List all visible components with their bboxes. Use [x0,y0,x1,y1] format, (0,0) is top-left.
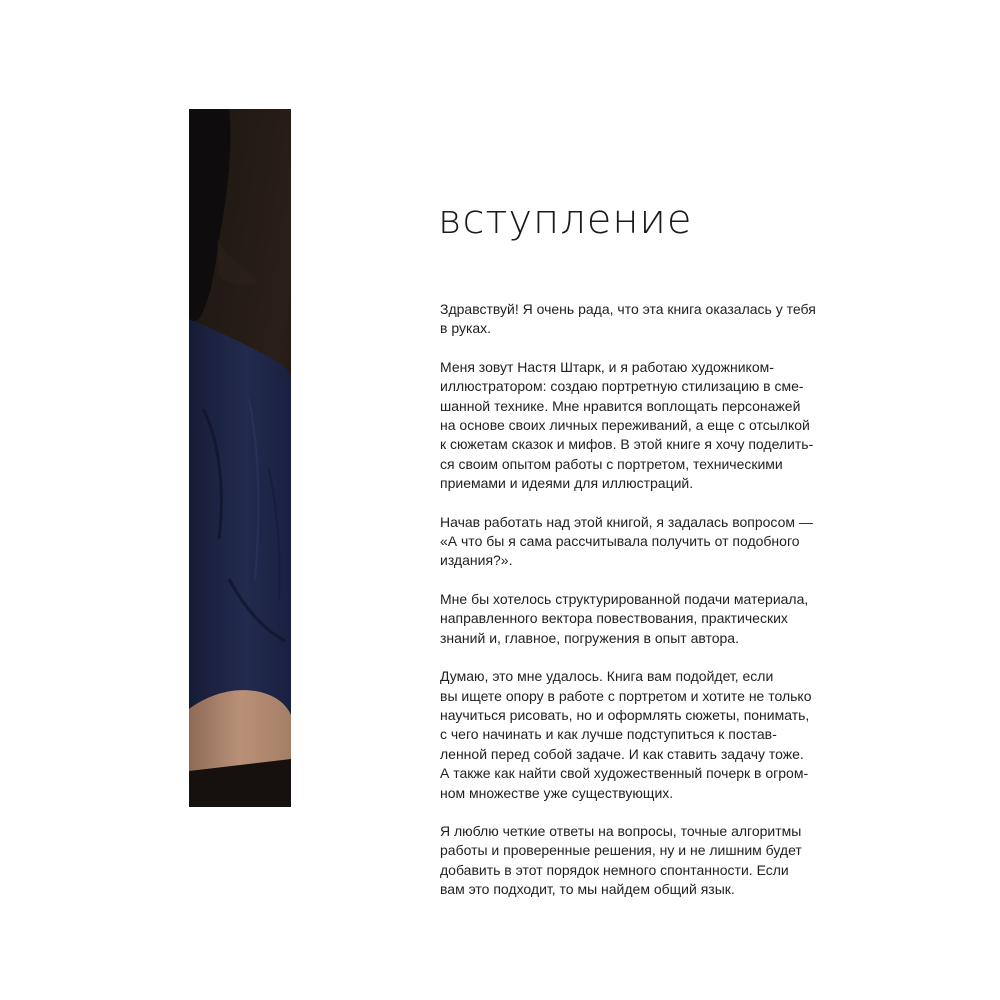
paragraph-4 [440,590,820,648]
paragraph-6 [440,822,820,900]
paragraph-1 [440,300,820,339]
text-line: вы ищете опору в работе с портретом и хотите не только [440,687,812,704]
paragraph-5 [440,667,820,803]
text-line: Здравствуй! Я очень рада, что эта книга оказалась у тебя [440,301,816,317]
text-line: с чего начинать и как лучше подступиться к постав- [440,726,777,743]
text-line: Я люблю четкие ответы на вопросы, точные алгоритмы [440,822,802,839]
text-line: вам это подходит, то мы найдем общий язык. [440,881,735,898]
paragraph-3 [440,513,820,571]
body-text [440,300,820,919]
author-photo [189,109,291,807]
text-line: работы и проверенные решения, ну и не лишним будет [440,842,802,859]
paragraph-2 [440,358,820,494]
text-line: шанной технике. Мне нравится воплощать персонажей [440,397,801,414]
author-photo-image [189,109,291,807]
text-line: к сюжетам сказок и мифов. В этой книге я хочу поделить- [440,436,814,453]
text-line: приемами и идеями для иллюстраций. [440,475,694,492]
text-line: иллюстратором: создаю портретную стилизацию в сме- [440,378,804,395]
text-line: направленного вектора повествования, практических [440,610,788,627]
text-line: Мне бы хотелось структурированной подачи материала, [440,590,809,607]
text-line: научиться рисовать, но и оформлять сюжеты, понимать, [440,706,810,723]
text-line: в руках. [440,320,492,337]
chapter-title: вступление [438,197,693,243]
text-line: ся своим опытом работы с портретом, техническими [440,455,783,472]
text-line: на основе своих личных переживаний, а еще с отсылкой [440,417,810,434]
text-line: «А что бы я сама рассчитывала получить от подобного [440,533,800,550]
text-line: Начав работать над этой книгой, я задалась вопросом — [440,513,813,530]
text-line: ленной перед собой задаче. И как ставить задачу тоже. [440,745,804,762]
text-line: ном множестве уже существующих. [440,784,674,801]
text-line: издания?». [440,552,513,569]
text-line: Думаю, это мне удалось. Книга вам подойдет, если [440,668,774,685]
text-line: А также как найти свой художественный почерк в огром- [440,765,809,782]
text-line: знаний и, главное, погружения в опыт автора. [440,629,739,646]
text-line: Меня зовут Настя Штарк, и я работаю художником- [440,358,774,375]
text-line: добавить в этот порядок немного спонтанности. Если [440,861,789,878]
